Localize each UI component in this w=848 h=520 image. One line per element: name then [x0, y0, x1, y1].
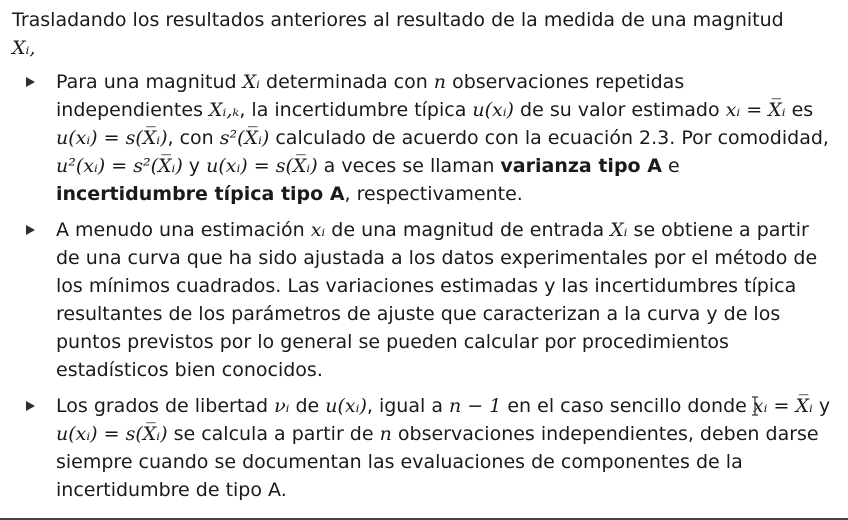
text-cursor-icon [750, 396, 760, 416]
text-run: Los grados de libertad [56, 395, 275, 417]
text-run: en el caso sencillo donde [501, 395, 753, 417]
text-run: a veces se llaman [317, 155, 501, 177]
bullet-list [12, 68, 836, 504]
math-run: n [433, 71, 447, 93]
bullet-item-1 [12, 68, 836, 208]
text-run: de una magnitud de entrada [325, 219, 611, 241]
bold-term-incertidumbre: incertidumbre típica tipo A [56, 183, 345, 205]
text-run: determinada con [260, 71, 434, 93]
text-run: A menudo una estimación [56, 219, 311, 241]
bullet-item-3 [12, 392, 836, 504]
text-run: de [289, 395, 326, 417]
text-run: de su valor estimado [513, 99, 726, 121]
text-run: , respectivamente. [344, 183, 523, 205]
intro-paragraph [12, 6, 836, 62]
triangle-bullet-icon [26, 401, 35, 411]
math-run: s²(X̅ᵢ) [219, 127, 270, 149]
math-run: Xᵢ,ₖ [209, 99, 240, 121]
math-run: n [379, 423, 392, 445]
math-run: xᵢ = X̅ᵢ [725, 99, 786, 121]
text-run: observaciones repetidas independientes [56, 71, 685, 121]
math-run: u²(xᵢ) = s²(X̅ᵢ) [56, 155, 183, 177]
math-run: u(xᵢ) = s(X̅ᵢ) [56, 423, 168, 445]
text-run: y [812, 395, 831, 417]
text-run: se calcula a partir de [167, 423, 380, 445]
intro-symbol: Xᵢ, [12, 37, 36, 59]
math-run: n − 1 [449, 395, 502, 417]
text-run: , igual a [366, 395, 449, 417]
math-run: u(xᵢ) [472, 99, 514, 121]
math-run: Xᵢ [610, 219, 628, 241]
text-run: , la incertidumbre típica [239, 99, 473, 121]
text-run: Para una magnitud [56, 71, 243, 93]
math-run: xᵢ [310, 219, 326, 241]
math-run: νᵢ [274, 395, 290, 417]
bullet-item-2 [12, 216, 836, 384]
text-run: se obtiene a partir de una curva que ha sido ajustada a los datos experimentales por el método de los mínimos cuadrados. Las variaciones estimadas y las incertidumbres típica resultantes de los parámetros de ajuste que caracterizan a la curva y de los puntos previstos por lo general se pueden calcular por procedimientos estadísticos bien conocidos. [56, 219, 818, 381]
text-run: es [785, 99, 814, 121]
text-run: y [182, 155, 207, 177]
math-run: xᵢ = X̅ᵢ [752, 395, 813, 417]
math-run: u(xᵢ) = s(X̅ᵢ) [56, 127, 168, 149]
text-run: calculado de acuerdo con la ecuación 2.3. Por comodidad, [269, 127, 829, 149]
math-run: u(xᵢ) = s(X̅ᵢ) [206, 155, 318, 177]
intro-text: Trasladando los resultados anteriores al resultado de la medida de una magnitud [12, 9, 784, 31]
triangle-bullet-icon [26, 225, 35, 235]
math-run: u(xᵢ) [325, 395, 367, 417]
text-run: e [661, 155, 680, 177]
bold-term-varianza: varianza tipo A [500, 155, 662, 177]
triangle-bullet-icon [26, 77, 35, 87]
math-run: Xᵢ [242, 71, 260, 93]
text-run: , con [167, 127, 220, 149]
text-run: observaciones independientes, deben darse siempre cuando se documentan las evaluaciones de componentes de la incertidumbre de tipo A. [56, 423, 819, 501]
